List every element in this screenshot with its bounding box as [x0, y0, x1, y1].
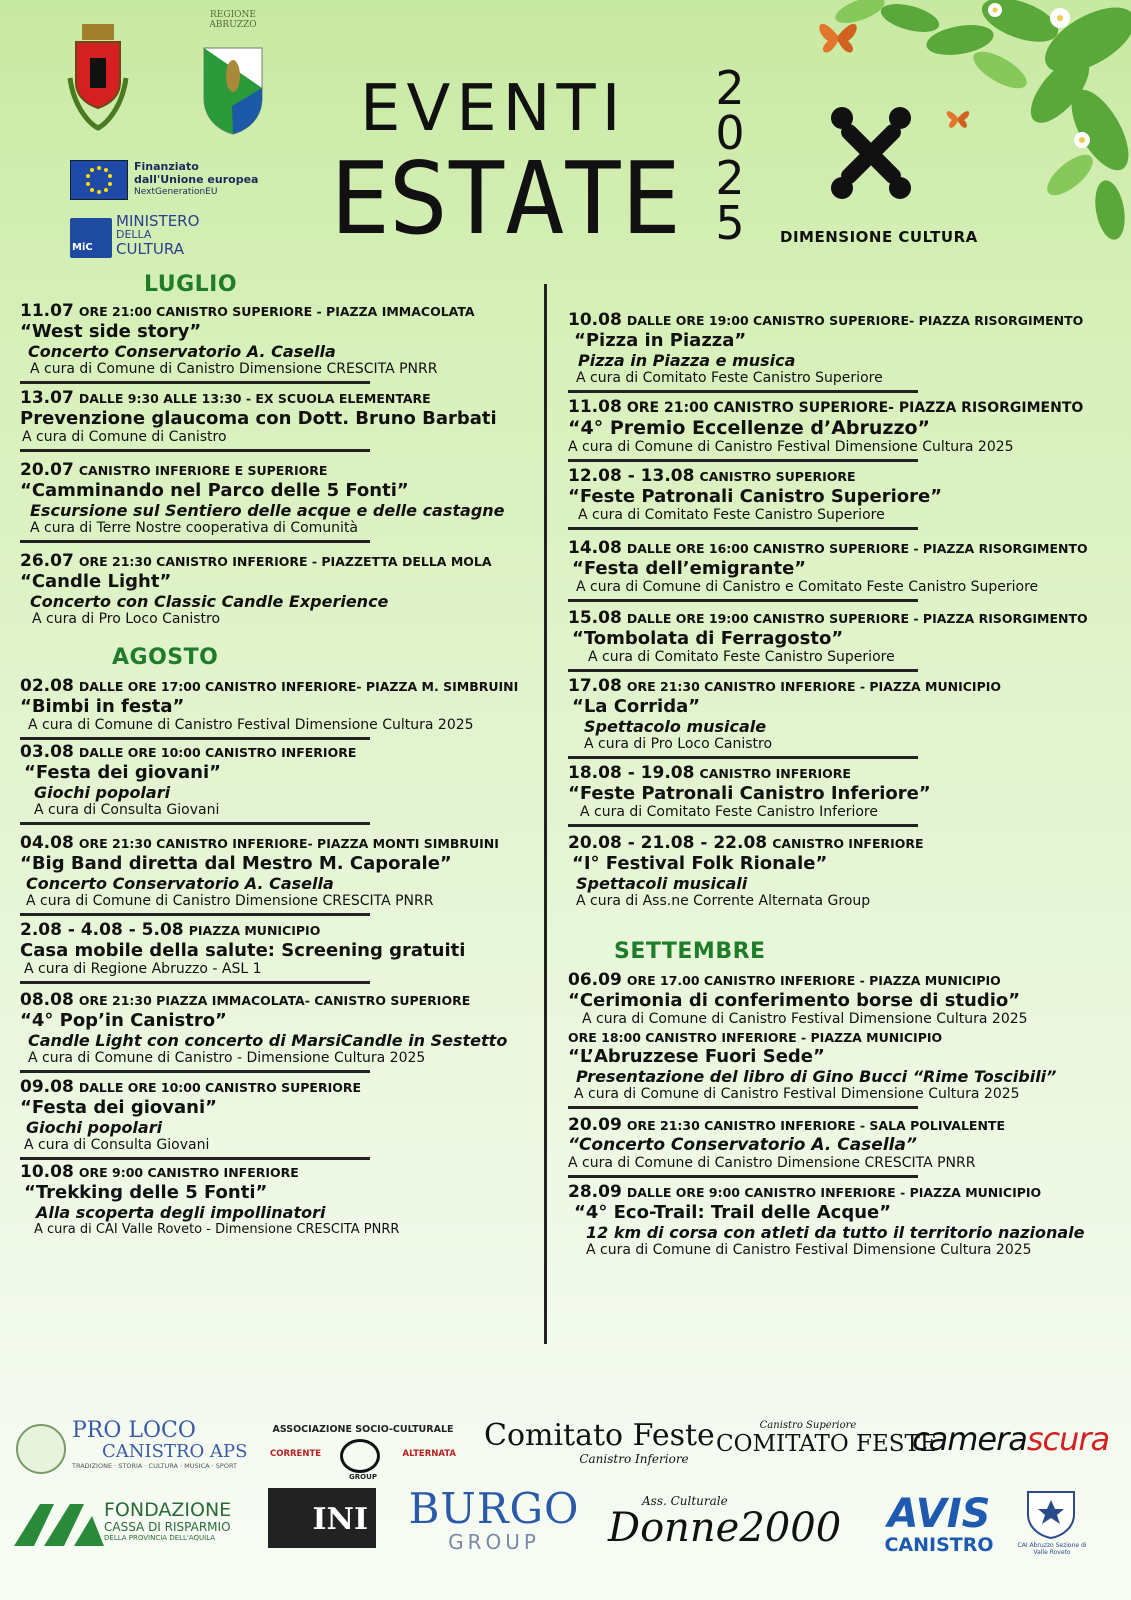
event-item	[14, 1162, 539, 1237]
event-date: 14.08	[568, 538, 622, 558]
event-date: 10.08	[568, 310, 622, 330]
event-subtitle: Concerto con Classic Candle Experience	[30, 592, 389, 611]
event-title: “Tombolata di Ferragosto”	[572, 628, 844, 649]
event-subtitle: Presentazione del libro di Gino Bucci “Rime Toscibili”	[576, 1067, 1057, 1086]
ini-text: INI	[312, 1502, 368, 1537]
event-title: “4° Pop’in Canistro”	[20, 1010, 227, 1031]
avis-main: AVIS	[887, 1491, 991, 1537]
event-title: “I° Festival Folk Rionale”	[572, 853, 828, 874]
event-meta: ORE 9:00 CANISTRO INFERIORE	[78, 1165, 299, 1180]
corrente-alternata-logo	[268, 1424, 458, 1481]
comitato-sup-top: Canistro Superiore	[759, 1420, 857, 1431]
event-item	[562, 676, 1122, 759]
event-separator	[20, 381, 370, 384]
eu-line3: NextGenerationEU	[134, 187, 218, 197]
event-item	[562, 1115, 1122, 1178]
fondazione-text	[104, 1500, 264, 1542]
eu-funding-text	[134, 160, 264, 199]
event-meta: DALLE ORE 9:00 CANISTRO INFERIORE - PIAZZA MUNICIPIO	[626, 1185, 1042, 1200]
event-title: “Feste Patronali Canistro Inferiore”	[568, 783, 931, 804]
event-title: “4° Eco-Trail: Trail delle Acque”	[574, 1202, 892, 1223]
event-organizer: A cura di Comune di Canistro	[22, 429, 227, 445]
camerascura-logo	[912, 1420, 1109, 1458]
event-organizer: A cura di Comune di Canistro Dimensione CRESCITA PNRR	[568, 1155, 976, 1171]
proloco-seal-icon	[16, 1424, 66, 1474]
month-heading-agosto: AGOSTO	[112, 645, 219, 670]
event-item	[14, 388, 539, 452]
event-subtitle: Giochi popolari	[26, 1118, 163, 1137]
event-separator	[568, 527, 918, 530]
event-meta: ORE 17.00 CANISTRO INFERIORE - PIAZZA MUNICIPIO	[626, 973, 1001, 988]
proloco-sub: CANISTRO APS	[102, 1441, 248, 1462]
event-organizer: A cura di Comune di Canistro Festival Dimensione Cultura 2025	[586, 1242, 1032, 1258]
event-separator	[20, 913, 370, 916]
mic-logo: MiC	[70, 218, 112, 258]
event-item	[14, 742, 539, 825]
fondazione-l3: DELLA PROVINCIA DELL'AQUILA	[104, 1534, 216, 1542]
event-item	[562, 538, 1122, 602]
event-item	[562, 466, 1122, 530]
event-item	[14, 460, 539, 543]
event-item	[14, 301, 539, 384]
event-subtitle: Alla scoperta degli impollinatori	[36, 1203, 326, 1222]
event-date: 08.08	[20, 990, 74, 1010]
event-organizer: A cura di Comitato Feste Canistro Superiore	[588, 649, 895, 665]
event-separator	[568, 390, 918, 393]
left-column	[14, 272, 539, 1237]
donne-main: Donne2000	[608, 1505, 842, 1551]
eu-flag-icon	[70, 160, 128, 200]
cai-logo-icon	[1024, 1486, 1078, 1540]
event-subtitle: Pizza in Piazza e musica	[578, 351, 796, 370]
event-meta: DALLE 9:30 ALLE 13:30 - EX SCUOLA ELEMENTARE	[78, 391, 431, 406]
event-meta: ORE 18:00 CANISTRO INFERIORE - PIAZZA MUNICIPIO	[568, 1030, 943, 1045]
event-organizer: A cura di Comune di Canistro Festival Dimensione Cultura 2025	[574, 1086, 1020, 1102]
proloco-main: PRO LOCO	[72, 1418, 196, 1443]
event-separator	[568, 599, 918, 602]
eu-line1: Finanziato	[134, 160, 199, 173]
event-organizer: A cura di Comune di Canistro e Comitato Feste Canistro Superiore	[576, 579, 1039, 595]
event-subtitle: Candle Light con concerto di MarsiCandle in Sestetto	[28, 1031, 508, 1050]
event-subtitle: Spettacolo musicale	[584, 717, 767, 736]
year-digit: 2	[715, 61, 745, 115]
event-date: 12.08 - 13.08	[568, 466, 695, 486]
event-separator	[20, 1070, 370, 1073]
event-item	[14, 676, 539, 740]
event-organizer: A cura di Comune di Canistro - Dimensione Cultura 2025	[28, 1050, 426, 1066]
event-meta: CANISTRO INFERIORE	[772, 836, 924, 851]
year-digit: 5	[715, 196, 745, 250]
assoc-group: GROUP	[349, 1473, 377, 1481]
event-title: “Camminando nel Parco delle 5 Fonti”	[20, 480, 409, 501]
year-digit: 0	[715, 106, 745, 160]
event-meta: DALLE ORE 19:00 CANISTRO SUPERIORE- PIAZZA RISORGIMENTO	[626, 313, 1084, 328]
event-organizer: A cura di Pro Loco Canistro	[32, 611, 221, 627]
burgo-logo	[402, 1484, 586, 1554]
event-title: Prevenzione glaucoma con Dott. Bruno Barbati	[20, 408, 497, 429]
mic-line3: CULTURA	[116, 240, 184, 258]
event-title: “4° Premio Eccellenze d’Abruzzo”	[568, 417, 931, 439]
event-item	[562, 310, 1122, 393]
donne-top: Ass. Culturale	[642, 1494, 728, 1508]
event-organizer: A cura di Consulta Giovani	[34, 802, 220, 818]
event-subtitle: Concerto Conservatorio A. Casella	[28, 342, 336, 361]
event-meta: DALLE ORE 10:00 CANISTRO SUPERIORE	[78, 1080, 362, 1095]
event-item	[14, 551, 539, 627]
camerascura-b: scura	[1026, 1420, 1110, 1458]
mic-line1: MINISTERO	[116, 212, 200, 230]
event-organizer: A cura di Comitato Feste Canistro Inferiore	[580, 804, 878, 820]
fondazione-main: FONDAZIONE	[104, 1499, 232, 1521]
title-eventi: EVENTI	[360, 72, 627, 146]
event-separator	[568, 669, 918, 672]
event-date: 2.08 - 4.08 - 5.08	[20, 920, 184, 940]
event-separator	[20, 540, 370, 543]
ministry-culture-text	[116, 214, 226, 256]
avis-sub: CANISTRO	[884, 1534, 994, 1556]
event-meta: CANISTRO INFERIORE E SUPERIORE	[78, 463, 328, 478]
event-organizer: A cura di Comitato Feste Canistro Superiore	[578, 507, 885, 523]
event-title: “West side story”	[20, 321, 202, 342]
comitato-superiore-logo	[716, 1420, 937, 1457]
event-date: 18.08 - 19.08	[568, 763, 695, 783]
event-meta: CANISTRO SUPERIORE	[699, 469, 856, 484]
event-subtitle: Spettacoli musicali	[576, 874, 748, 893]
event-separator	[20, 822, 370, 825]
event-date: 15.08	[568, 608, 622, 628]
right-column	[562, 310, 1122, 1258]
event-item	[14, 920, 539, 984]
event-date: 09.08	[20, 1077, 74, 1097]
year-digit: 2	[715, 151, 745, 205]
event-organizer: A cura di Ass.ne Corrente Alternata Group	[576, 893, 871, 909]
event-meta: DALLE ORE 19:00 CANISTRO SUPERIORE - PIAZZA RISORGIMENTO	[626, 611, 1088, 626]
event-organizer: A cura di Terre Nostre cooperativa di Comunità	[30, 520, 359, 536]
event-title: “Pizza in Piazza”	[574, 330, 747, 351]
event-meta: ORE 21:00 CANISTRO SUPERIORE - PIAZZA IMMACOLATA	[78, 304, 475, 319]
region-abruzzo-logo	[198, 10, 268, 140]
ini-logo	[268, 1488, 376, 1548]
municipality-crest-icon	[66, 18, 130, 136]
event-meta: DALLE ORE 17:00 CANISTRO INFERIORE- PIAZZA M. SIMBRUINI	[78, 679, 519, 694]
comitato-inferiore-logo	[484, 1418, 715, 1466]
event-item	[14, 990, 539, 1073]
event-separator	[568, 756, 918, 759]
cai-caption: CAI Abruzzo Sezione di Valle Roveto	[1017, 1542, 1087, 1556]
camerascura-a: camera	[912, 1420, 1027, 1458]
event-subtitle: Giochi popolari	[34, 783, 171, 802]
assoc-right: ALTERNATA	[402, 1449, 456, 1459]
event-subtitle: “Concerto Conservatorio A. Casella”	[568, 1135, 917, 1155]
event-meta: ORE 21:30 CANISTRO INFERIORE - PIAZZA MUNICIPIO	[626, 679, 1002, 694]
event-date: 03.08	[20, 742, 74, 762]
event-title: “La Corrida”	[572, 696, 701, 717]
event-meta: ORE 21:30 CANISTRO INFERIORE - SALA POLIVALENTE	[626, 1118, 1005, 1133]
event-organizer: A cura di Comune di Canistro Festival Dimensione Cultura 2025	[28, 717, 474, 733]
event-separator	[20, 981, 370, 984]
event-meta: ORE 21:00 CANISTRO SUPERIORE- PIAZZA RISORGIMENTO	[626, 400, 1084, 416]
event-date: 20.07	[20, 460, 74, 480]
proloco-tagline: TRADIZIONE · STORIA · CULTURA · MUSICA · SPORT	[72, 1462, 237, 1470]
event-item	[14, 833, 539, 916]
event-subtitle: Escursione sul Sentiero delle acque e delle castagne	[30, 501, 505, 520]
wave-icon	[340, 1439, 380, 1473]
fondazione-l2: CASSA DI RISPARMIO	[104, 1520, 231, 1534]
mic-line2: DELLA	[116, 228, 152, 241]
title-estate: ESTATE	[330, 140, 680, 257]
event-meta: ORE 21:30 PIAZZA IMMACOLATA- CANISTRO SUPERIORE	[78, 993, 471, 1008]
event-organizer: A cura di Comune di Canistro Dimensione CRESCITA PNRR	[26, 893, 434, 909]
event-title: “Festa dei giovani”	[20, 1097, 217, 1118]
event-title: “Candle Light”	[20, 571, 172, 592]
event-item	[562, 397, 1122, 462]
eu-line2: dall'Unione europea	[134, 173, 259, 186]
dimensione-cultura-name: DIMENSIONE CULTURA	[780, 228, 978, 246]
event-date: 11.07	[20, 301, 74, 321]
event-meta: DALLE ORE 10:00 CANISTRO INFERIORE	[78, 745, 357, 760]
event-date: 04.08	[20, 833, 74, 853]
event-title: “Big Band diretta dal Mestro M. Caporale”	[20, 853, 452, 874]
fondazione-logo-icon	[14, 1500, 104, 1548]
event-organizer: A cura di Comune di Canistro Dimensione CRESCITA PNRR	[30, 361, 438, 377]
event-date: 20.09	[568, 1115, 622, 1135]
burgo-sub: GROUP	[448, 1530, 540, 1554]
event-date: 11.08	[568, 397, 622, 417]
comitato-inf-main: Comitato Feste	[484, 1418, 715, 1453]
event-organizer: A cura di Pro Loco Canistro	[584, 736, 773, 752]
event-meta: DALLE ORE 16:00 CANISTRO SUPERIORE - PIAZZA RISORGIMENTO	[626, 541, 1088, 556]
proloco-logo	[72, 1420, 262, 1470]
assoc-left: CORRENTE	[270, 1449, 322, 1459]
event-subtitle: Concerto Conservatorio A. Casella	[26, 874, 334, 893]
butterfly-icon	[940, 100, 976, 136]
event-item	[562, 1182, 1122, 1258]
event-separator	[568, 1175, 918, 1178]
event-organizer: A cura di Comitato Feste Canistro Superiore	[576, 370, 883, 386]
event-title: Casa mobile della salute: Screening gratuiti	[20, 940, 466, 961]
event-separator	[568, 1106, 918, 1109]
event-item	[562, 970, 1122, 1027]
event-date: 02.08	[20, 676, 74, 696]
column-divider	[544, 284, 547, 1344]
event-organizer: A cura di Comune di Canistro Festival Dimensione Cultura 2025	[582, 1011, 1028, 1027]
month-heading-settembre: SETTEMBRE	[614, 939, 766, 964]
event-date: 10.08	[20, 1162, 74, 1182]
event-date: 06.09	[568, 970, 622, 990]
year-vertical	[710, 61, 750, 250]
event-organizer: A cura di Regione Abruzzo - ASL 1	[24, 961, 262, 977]
event-date: 13.07	[20, 388, 74, 408]
comitato-sup-main: COMITATO FESTE	[716, 1431, 937, 1457]
event-item	[562, 763, 1122, 827]
event-meta: CANISTRO INFERIORE	[699, 766, 851, 781]
avis-logo	[874, 1491, 1004, 1556]
event-meta: ORE 21:30 CANISTRO INFERIORE- PIAZZA MONTI SIMBRUINI	[78, 836, 499, 851]
event-separator	[20, 449, 370, 452]
event-title: “Festa dei giovani”	[24, 762, 221, 783]
event-date: 17.08	[568, 676, 622, 696]
butterfly-icon	[808, 6, 868, 66]
event-title: “Festa dell’emigrante”	[572, 558, 807, 579]
event-separator	[568, 824, 918, 827]
dimensione-cultura-logo-icon	[812, 98, 930, 208]
event-meta: ORE 21:30 CANISTRO INFERIORE - PIAZZETTA DELLA MOLA	[78, 554, 492, 569]
event-title: “Bimbi in festa”	[20, 696, 185, 717]
event-item	[562, 833, 1122, 909]
event-separator	[20, 1157, 370, 1160]
event-item	[562, 1027, 1122, 1109]
donne2000-logo	[608, 1494, 858, 1551]
event-date: 28.09	[568, 1182, 622, 1202]
event-subtitle: 12 km di corsa con atleti da tutto il territorio nazionale	[586, 1223, 1085, 1242]
event-separator	[568, 459, 918, 462]
assoc-top: ASSOCIAZIONE SOCIO-CULTURALE	[272, 1424, 454, 1435]
region-name: REGIONE ABRUZZO	[209, 10, 257, 30]
event-item	[562, 608, 1122, 672]
event-title: “Feste Patronali Canistro Superiore”	[568, 486, 943, 507]
event-title: “Trekking delle 5 Fonti”	[24, 1182, 268, 1203]
event-organizer: A cura di Comune di Canistro Festival Dimensione Cultura 2025	[568, 439, 1014, 455]
event-separator	[20, 737, 370, 740]
event-meta: PIAZZA MUNICIPIO	[188, 923, 321, 938]
event-title: “Cerimonia di conferimento borse di studio”	[568, 990, 1021, 1011]
event-date: 26.07	[20, 551, 74, 571]
event-item	[14, 1077, 539, 1160]
event-organizer: A cura di Consulta Giovani	[24, 1137, 210, 1153]
event-date: 20.08 - 21.08 - 22.08	[568, 833, 768, 853]
event-title: “L’Abruzzese Fuori Sede”	[568, 1046, 825, 1067]
event-organizer: A cura di CAI Valle Roveto - Dimensione CRESCITA PNRR	[34, 1222, 400, 1237]
burgo-main: BURGO	[408, 1484, 580, 1533]
month-heading-luglio: LUGLIO	[144, 272, 238, 297]
comitato-inf-sub: Canistro Inferiore	[579, 1452, 689, 1466]
